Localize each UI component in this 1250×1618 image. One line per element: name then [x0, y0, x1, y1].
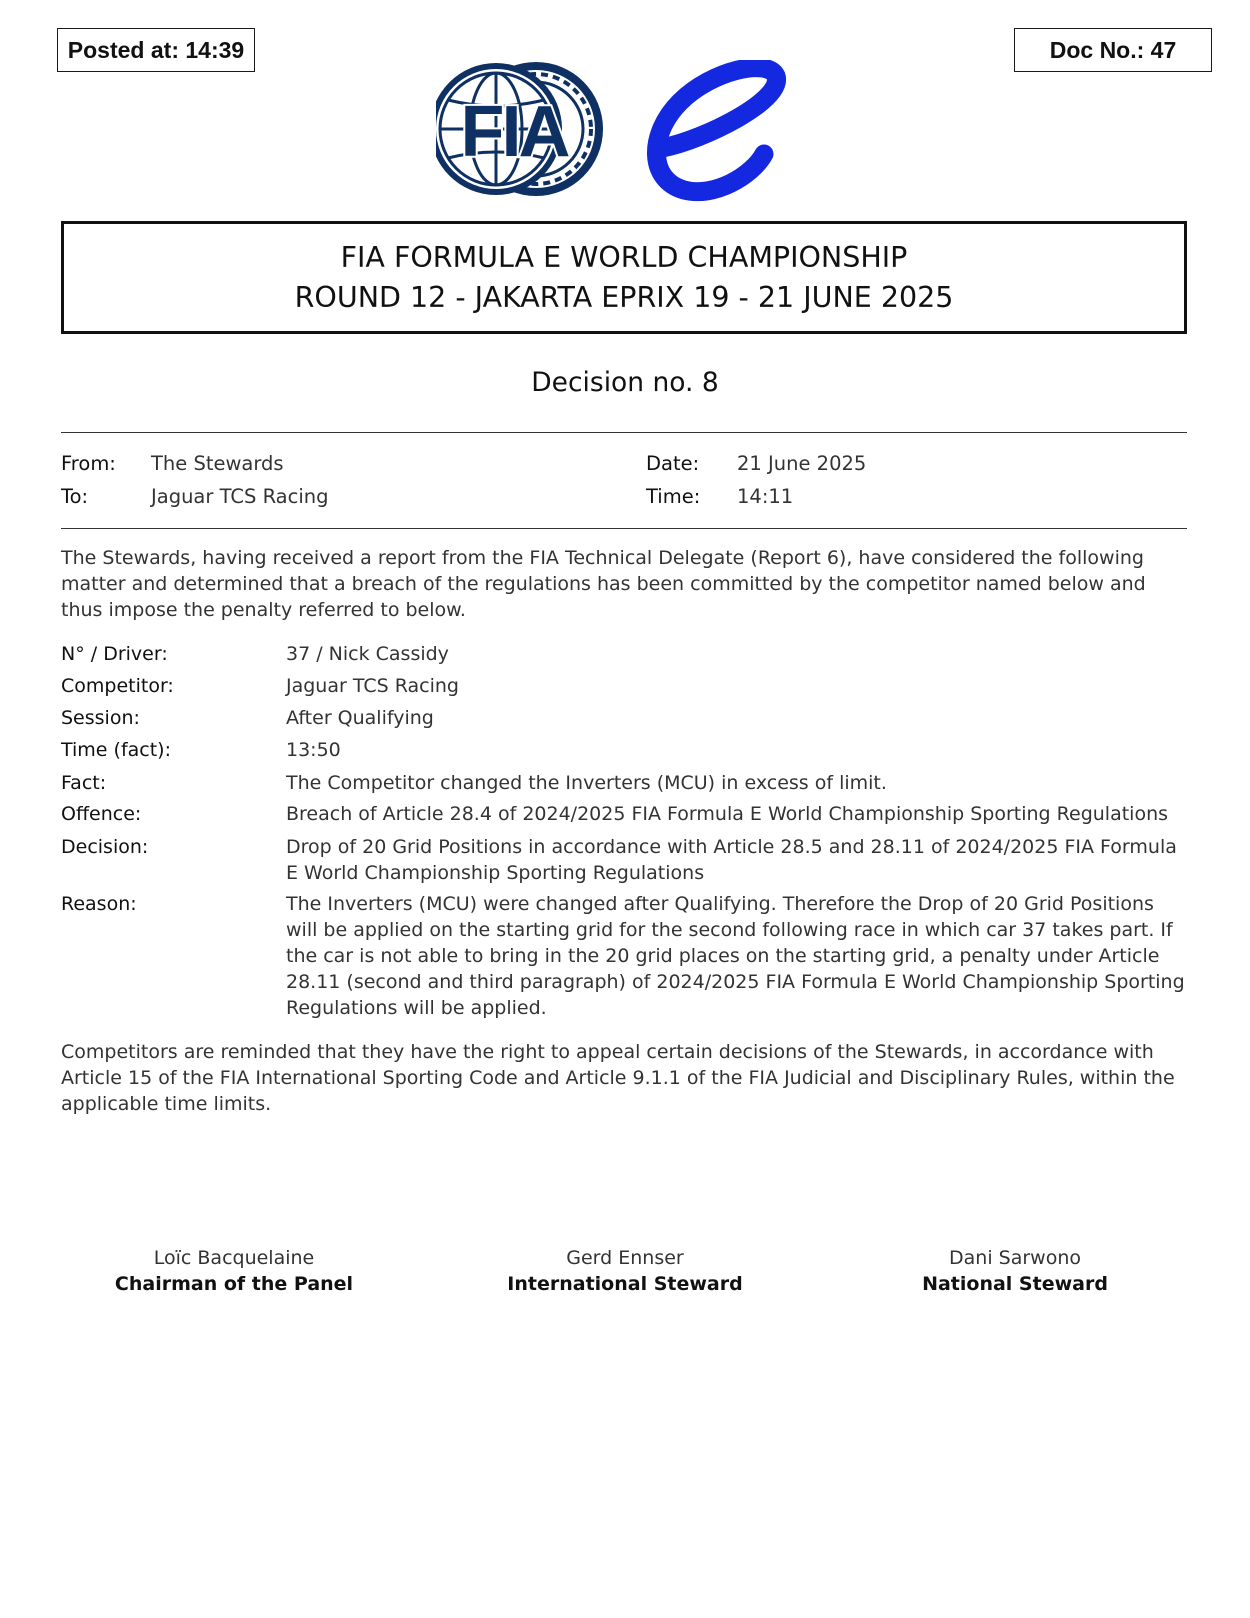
detail-value: After Qualifying	[286, 707, 434, 729]
to-value: Jaguar TCS Racing	[151, 485, 329, 508]
round-title: ROUND 12 - JAKARTA EPRIX 19 - 21 JUNE 2025	[294, 280, 954, 314]
detail-label: Time (fact):	[61, 739, 171, 761]
posted-at-text: Posted at: 14:39	[67, 36, 245, 63]
appeal-notice: Competitors are reminded that they have the right to appeal certain decisions of the Stewards, in accordance with Article 15 of the FIA International Sporting Code and Article 9.1.1 of the FIA Judicial and Disciplinary Rules, within the applicable time limits.	[61, 1041, 1175, 1115]
signatory-name: Loïc Bacquelaine	[153, 1247, 315, 1269]
signatory-chairman	[54, 1245, 414, 1297]
detail-label: Fact:	[61, 772, 107, 794]
detail-label: Reason:	[61, 893, 137, 915]
posted-at-box	[57, 28, 255, 72]
detail-value: The Competitor changed the Inverters (MCU) in excess of limit.	[286, 772, 887, 794]
detail-label: Decision:	[61, 836, 149, 858]
signatory-name: Dani Sarwono	[949, 1247, 1081, 1269]
signatory-international	[445, 1245, 805, 1297]
fia-logo-text: FIA	[460, 92, 568, 172]
from-label: From:	[61, 452, 116, 475]
date-label: Date:	[646, 452, 700, 475]
detail-value: 37 / Nick Cassidy	[286, 643, 449, 665]
championship-title: FIA FORMULA E WORLD CHAMPIONSHIP	[340, 240, 908, 274]
signatory-national	[835, 1245, 1195, 1297]
time-value: 14:11	[737, 485, 794, 508]
divider-top	[61, 432, 1187, 433]
signatory-role: National Steward	[922, 1273, 1108, 1295]
championship-title-box	[61, 221, 1187, 334]
divider-bottom	[61, 528, 1187, 529]
detail-label: Session:	[61, 707, 140, 729]
doc-number-text: Doc No.: 47	[1049, 36, 1177, 63]
detail-label: Competitor:	[61, 675, 174, 697]
signatory-role: Chairman of the Panel	[114, 1273, 354, 1295]
from-value: The Stewards	[151, 452, 284, 475]
detail-value: Breach of Article 28.4 of 2024/2025 FIA Formula E World Championship Sporting Regulations	[286, 803, 1169, 825]
doc-number-box	[1014, 28, 1212, 72]
time-label: Time:	[646, 485, 701, 508]
detail-value: The Inverters (MCU) were changed after Qualifying. Therefore the Drop of 20 Grid Positions will be applied on the starting grid for the second following race in which car 37 takes part. If the car is not able to bring in the 20 grid places on the starting grid, a penalty under Article 28.11 (second and third paragraph) of 2024/2025 FIA Formula E World Championship Sporting Regulations will be applied.	[286, 893, 1185, 1019]
detail-value: Drop of 20 Grid Positions in accordance with Article 28.5 and 28.11 of 2024/2025 FIA Formula E World Championship Sporting Regulations	[286, 836, 1177, 884]
decision-title: Decision no. 8	[531, 367, 719, 398]
date-value: 21 June 2025	[737, 452, 867, 475]
detail-value: 13:50	[286, 739, 341, 761]
to-label: To:	[61, 485, 89, 508]
detail-label: Offence:	[61, 803, 142, 825]
detail-label: N° / Driver:	[61, 643, 168, 665]
header-logos	[436, 60, 816, 206]
signatory-name: Gerd Ennser	[566, 1247, 684, 1269]
signatory-role: International Steward	[507, 1273, 743, 1295]
detail-value: Jaguar TCS Racing	[286, 675, 459, 697]
intro-paragraph: The Stewards, having received a report from the FIA Technical Delegate (Report 6), have considered the following matter and determined that a breach of the regulations has been committed by the competitor named below and thus impose the penalty referred to below.	[61, 547, 1146, 621]
fia-logo	[436, 62, 603, 196]
formula-e-logo-icon	[656, 68, 776, 192]
